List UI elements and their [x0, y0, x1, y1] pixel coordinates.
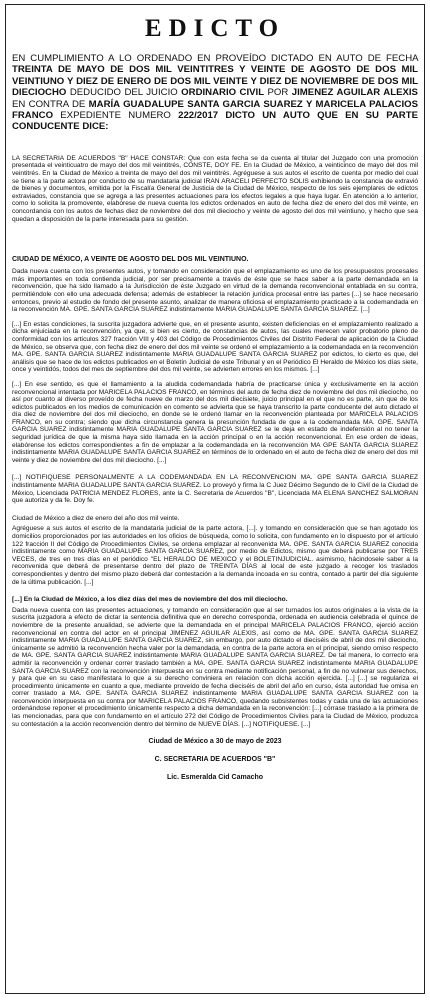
intro-trial-type: ORDINARIO CIVIL — [181, 87, 265, 99]
enero-paragraph: Agréguese a sus autos el escrito de la mandataria judicial de la parte actora, [...]. y tomando en consideración que se han agotado los domicilios proporcionados por las autoridades en los oficios de búsqueda, como lo solicita, con fundamento en lo dispuesto por el artículo 122 fracción II del Código de Procedimientos Civiles, se ordena emplazar al reconvenida MA. GPE. SANTA GARCIA SUAREZ conocida indistintamente como MARIA GUADALUPE SANTA GARCIA SUAREZ, por medio de Edictos, mismo que deberá publicarse por TRES VECES, de tres en tres días en el periódico "EL HERALDO DE MEXICO y el BOLETINJUDICIAL. asimismo, hácindosele saber a la reconvenida que deberá de presentarse dentro del plazo de TREINTA DÍAS al local de este juzgado a recoger los traslados correspondientes y dentro del mismo plazo deberá dar contestación a la demanda incoada en su contra, contado a partir del día siguiente de la última publicación. [...] — [12, 525, 418, 586]
secretaria-paragraph: LA SECRETARIA DE ACUERDOS "B" HACE CONSTAR: Que con esta fecha se da cuenta al titular del Juzgado con una promoción presentada el veinticuatro de mayo del dos mil veintitrés, CONSTE, DOY FE. En la Ciudad de México, a veinticinco de mayo del dos mil veintitrés. En la Ciudad de México a treinta de mayo del dos mil veintitrés. Agréguese a sus autos el escrito de cuenta por medio del cual se tiene a la parte actora por conducto de su mandataria judicial IRAN ARACELI PERFECTO SOLIS exhibiendo la constancia de extravió de bienes y documentos, emitida por la Fiscalía General de Justicia de la Ciudad de México, respecto de los seis ejemplares de edictos extraviados, constancia que se agrega a las presentes actuaciones para los efectos legales a que haya lugar. En atención a lo anterior, como lo solicita la promovente, elabórese de nueva cuenta los edictos ordenados en auto de fecha diez de enero del dos mil veinte, en concordancia con los autos de fechas diez de noviembre del dos mil dieciocho y veinte de agosto del dos mil veintiuno, y hecho que sea quedan a disposición de la parte interesada para su gestión. — [12, 154, 418, 223]
intro-defendants: MARÍA GUADALUPE SANTA GARCIA SUAREZ Y MARICELA PALACIOS FRANCO — [12, 98, 419, 122]
agosto-paragraph-3: [...] En ese sentido, es que el llamamiento a la aludida codemandada habría de practicarse única y exclusivamente en la acción reconvencional intentada por MARICELA PALACIOS FRANCO, en términos del auto de fecha diez de noviembre del dos mil dieciocho, no así por cuanto al diverso proveído de fecha nueve de marzo del dos mil diecisiete, juicio principal en el que no es parte, sin que de los edictos publicados en los medios de comunicación en comento se advierta que se haya transcrito la parte conducente del auto dictado el día diez de noviembre del dos mil dieciocho, en donde se le ordenó llamar en la reconvención planteada por MARICELA PALACIOS FRANCO, en su contra; siendo que dicha circunstancia genera la presunción fundada de que a la codemandada MA. GPE. SANTA GARCIA SUAREZ indistintamente MARIA GUADALUPE SANTA GARCIA SUAREZ se le deja en estado de indefensión al no tener la seguridad jurídica de que la misma haya sido llamada en la acción principal o en la acción reconvencional. En ese orden de ideas, elabórense los edictos correspondientes a fin de emplazar a la codemandada en la reconvención MA GPE SANTA GARCIA SUAREZ indistintamente MARIA GUADALUPE SANTA GARCIA SUAREZ en términos de lo ordenado en el auto de fecha diez de enero del dos mil veinte y diez de noviembre del dos mil dieciocho. [...] — [12, 380, 418, 464]
agosto-paragraph-2: [...] En estas condiciones, la suscrita juzgadora advierte que, en el presente asunto, existen deficiencias en el emplazamiento realizado a dicha enjuiciada en la reconvención, ya que, si bien es cierto, de constancias de autos, las cuales merecen valor probatorio pleno de conformidad con los artículos 327 fracción VIII y 403 del Código de Procedimientos Civiles del Distrito Federal de aplicación de la Ciudad de México, se observa que, con fecha diez de enero del dos mil veinte se ordenó el emplazamiento a la codemandada en la reconvención MA. GPE. SANTA GARCIA SUAREZ indistintamente MARIA GUADALUPE SANTA GARCIA SUAREZ por edictos, lo cierto es que, del análisis que se hace de los edictos publicados en el Boletín Judicial de este Tribunal y en el Periódico El Heraldo de México los días siete, once y veintidós, todos del mes de septiembre del dos mil veinte, se advierten errores en los mismos. [...] — [12, 320, 418, 374]
signature-name: Lic. Esmeralda Cid Camacho — [166, 774, 264, 782]
edict-title: EDICTO — [144, 15, 286, 42]
signature-role: C. SECRETARIA DE ACUERDOS "B" — [154, 756, 276, 764]
intro-text-1: EN CUMPLIMIENTO A LO ORDENADO EN PROVEÍDO DICTADO EN AUTO DE FECHA — [12, 53, 418, 64]
intro-text-4: EN CONTRA DE — [12, 98, 86, 110]
intro-file-number: 222/2017 DICTO UN AUTO QUE EN SU PARTE CONDUCENTE DICE: — [12, 110, 418, 133]
section-heading-agosto: CIUDAD DE MÉXICO, A VEINTE DE AGOSTO DEL DOS MIL VEINTIUNO. — [12, 256, 249, 264]
agosto-paragraph-1: Dada nueva cuenta con los presentes autos, y tomando en consideración que el emplazamiento es uno de los presupuestos procesales más importantes en toda contienda judicial, por ser precisamente a través de éste que se hace saber a la parte demandada en la reconvención, que ha sido llamado a la Jurisdicción de éste Juzgado en virtud de la demanda reconvencional entablada en su contra, permitiéndole con ello una adecuada defensa; además de establecer la relación jurídica procesal entre las partes [...] se hace necesario entonces, previo al estudio de fondo del presente asunto, analizar de manera oficiosa el emplazamiento practicado a la codemandada en la reconvención MA. GPE. SANTA GARCIA SUAREZ indistintamente MARIA GUADALUPE SANTA GARCIA SUAREZ. [...] — [12, 268, 418, 314]
intro-text-2: DEDUCIDO DEL JUICIO — [69, 87, 178, 99]
intro-paragraph — [12, 53, 418, 133]
noviembre-paragraph: Dada nueva cuenta con las presentes actuaciones, y tomando en consideración que al ser turnados los autos originales a la vista de la suscrita juzgadora a efecto de dictar la sentencia definitiva que en derecho corresponda, ordenada en audiencia celebrada el quince de noviembre de la presente anualidad, se advierte que la demandada en el principal MARICELA PALACIOS FRANCO, ejerció acción reconvencional en contra del actor en el principal JIMENEZ AGUILAR ALEXIS, así como de MA. GPE. SANTA GARCIA SUAREZ indistintamente MARIA GUADALUPE SANTA GARCIA SUAREZ, sin embargo, por auto dictado el dieciséis de abril de dos mil dieciocho, únicamente se admitió la reconvención hecha valer por la demandada, en contra de la parte actora en el principal, siendo omiso respecto de MA. GPE. SANTA GARCIA SUAREZ indistintamente MARIA GUADALUPE SANTA GARCIA SUAREZ. De tal manera, lo correcto era admitir la reconvención y ordenar correr traslado también a MA. GPE. SANTA GARCIA SUAREZ indistintamente MARIA GUADALUPE SANTA GARCIA SUAREZ con la reconvención interpuesta en su contra mediante notificación personal, a fin de no vulnerar sus derechos, y para que en su caso manifestara lo que a su derecho conviniera en relación con dicha acción ejercida. [...] [...] se regulariza el procedimiento únicamente en cuanto a que, mediante proveído de fecha dieciséis de abril del año en curso, ésta autoridad fue omisa en correr traslado a MA. GPE. SANTA GARCIA SUAREZ indistintamente MARIA GUADALUPE SANTA GARCIA SUAREZ con la reconvención interpuesta en su contra por MARICELA PALACIOS FRANCO, quedando subsistentes todas y cada una de las actuaciones ordenándose reponer el procedimiento únicamente respecto a dicha demandada en la reconvención: [...] córrase traslado a la primera de las mencionadas, para que con fundamento en el artículo 272 del Código de Procedimientos Civiles para la Ciudad de México, produzca su contestación a la acción reconvención dentro del término de NUEVE DÍAS. [...] NOTIFIQUESE. [...] — [12, 606, 418, 728]
intro-text-3: POR — [267, 87, 289, 99]
intro-dates: TREINTA DE MAYO DE DOS MIL VEINTITRES Y VEINTE DE AGOSTO DE DOS MIL VEINTIUNO Y DIEZ DE ENERO DE DOS MIL VEINTE Y DIEZ DE NOVIEMBRE DE DOS MIL DIECIOCHO — [12, 64, 418, 99]
intro-text-5: EXPEDIENTE NUMERO — [60, 110, 171, 122]
noviembre-lead: [...] En la Ciudad de México, a los diez días del mes de noviembre del dos mil dieciocho. — [12, 596, 288, 604]
signature-date: Ciudad de México a 30 de mayo de 2023 — [148, 738, 282, 746]
notifiquese-paragraph: [...] NOTIFIQUESE PERSONALMENTE A LA CODEMANDADA EN LA RECONVENCION MA. GPE SANTA GARCIA SUAREZ indistintamente MARIA GUADALUPE SANTA GARCIA SUAREZ. Lo proveyó y firma la C Juez Décimo Segundo de lo Civil de la Ciudad de México, Licenciada PATRICIA MENDEZ FLORES, ante la C. Secretaria de Acuerdos "B", Licenciada MA ELENA SANCHEZ SALMORAN que autoriza y da fe. Doy fe. — [12, 474, 418, 505]
edict-page — [5, 4, 425, 994]
intro-plaintiff: JIMENEZ AGUILAR ALEXIS — [291, 87, 418, 99]
signature-block — [12, 738, 418, 782]
enero-lead: Ciudad de México a diez de enero del año dos mil veinte. — [12, 514, 180, 522]
